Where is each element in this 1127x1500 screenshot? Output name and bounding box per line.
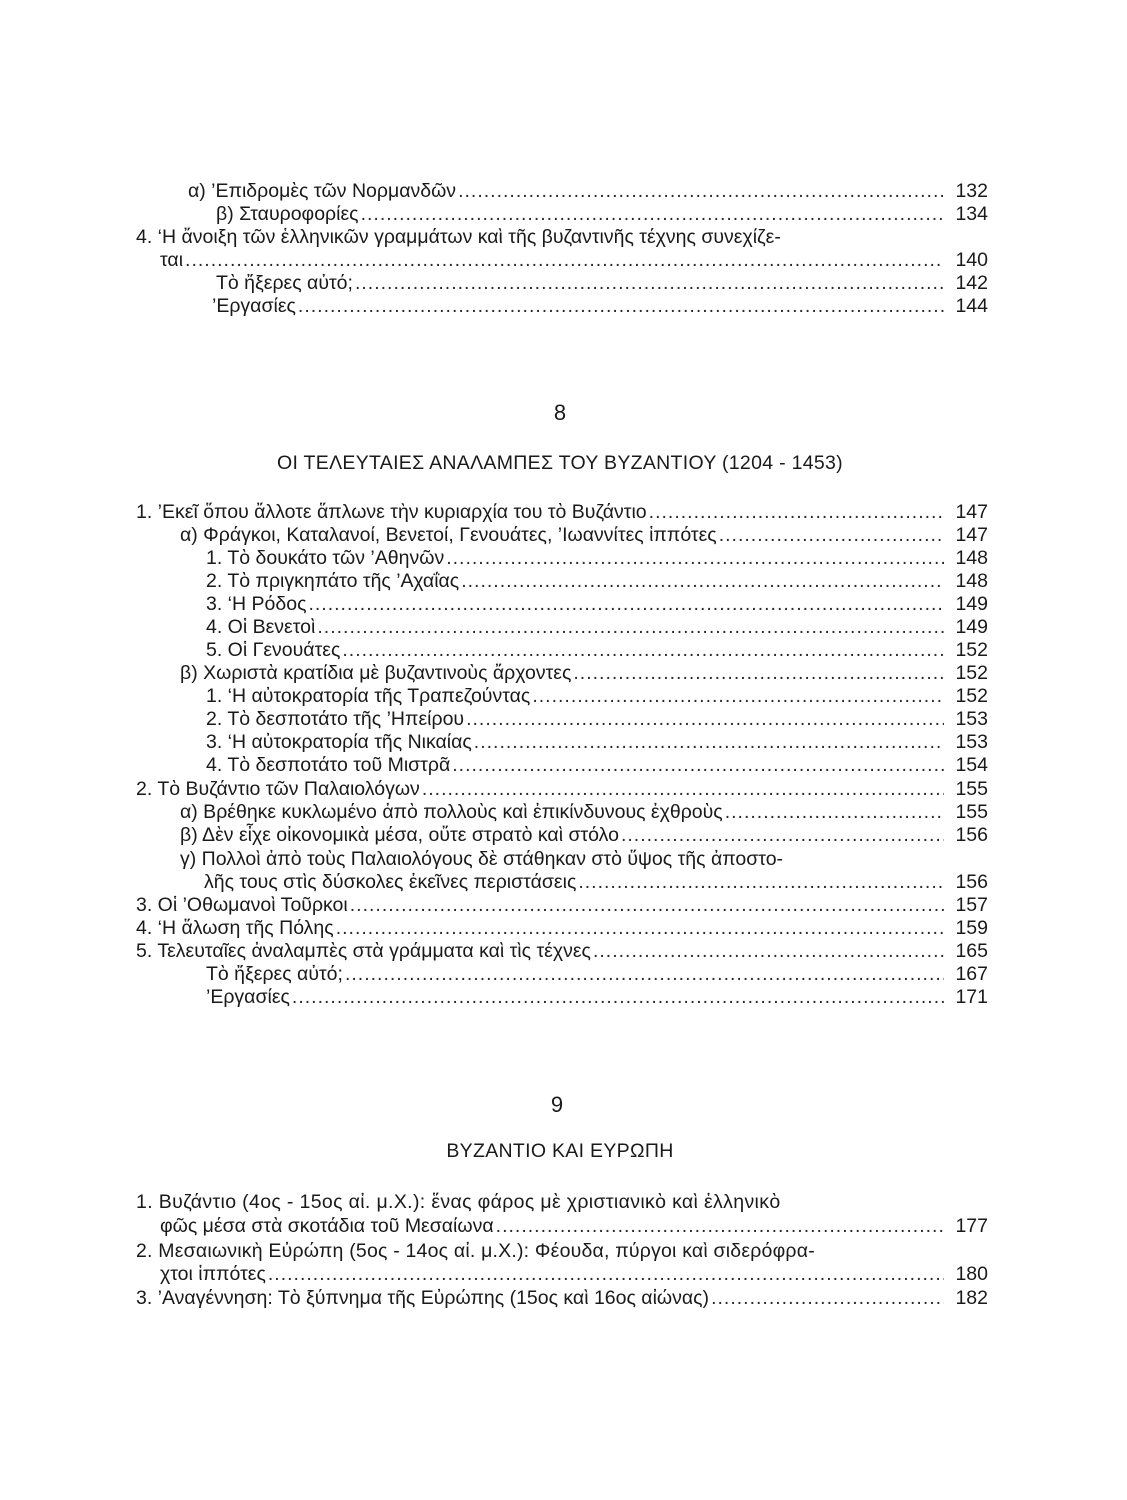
toc-entry (136, 501, 988, 524)
toc-entry-page: 142 (955, 272, 988, 294)
toc-entry-page: 148 (955, 570, 988, 592)
toc-entry-page: 167 (955, 963, 988, 985)
leader-dots (355, 272, 944, 295)
leader-dots (725, 801, 944, 824)
toc-entry-page: 182 (955, 1287, 988, 1309)
toc-entry-text: 3. ‘Η Ρόδος (206, 593, 307, 615)
toc-entry (212, 295, 988, 318)
toc-entry (206, 616, 988, 639)
leader-dots (422, 778, 944, 801)
toc-entry (160, 1263, 988, 1286)
toc-entry-page: 157 (955, 894, 988, 916)
toc-entry-text: 1. Τὸ δουκάτο τῶν ’Αθηνῶν (206, 547, 445, 569)
toc-entry-text: α) ’Επιδρομὲς τῶν Νορμανδῶν (188, 180, 457, 202)
toc-entry (180, 801, 988, 824)
toc-entry (136, 894, 988, 917)
chapter-title: ΟΙ ΤΕΛΕΥΤΑΙΕΣ ΑΝΑΛΑΜΠΕΣ ΤΟΥ ΒΥΖΑΝΤΙΟΥ (1204 - 1453) (277, 452, 843, 474)
toc-entry-text: 2. Τὸ πριγκηπάτο τῆς ’Αχαΐας (206, 570, 460, 592)
toc-entry (216, 203, 988, 226)
toc-entry-text: 5. Οἱ Γενουάτες (206, 639, 341, 661)
toc-entry-text: α) Βρέθηκε κυκλωμένο ἀπὸ πολλοὺς καὶ ἐπικίνδυνους ἐχθροὺς (180, 801, 723, 823)
toc-entry (206, 986, 988, 1009)
leader-dots (532, 685, 944, 708)
toc-entry (206, 731, 988, 754)
leader-dots (185, 249, 944, 272)
toc-entry-page: 147 (955, 501, 988, 523)
toc-entry-text: 3. ’Αναγέννηση: Τὸ ξύπνημα τῆς Εὐρώπης (15ος καὶ 16ος αἰώνας) (136, 1287, 710, 1309)
toc-entry (206, 593, 988, 616)
toc-entry-page: 156 (955, 824, 988, 846)
toc-entry-text: φῶς μέσα στὰ σκοτάδια τοῦ Μεσαίωνα (160, 1215, 494, 1237)
leader-dots (458, 180, 944, 203)
leader-dots (361, 203, 944, 226)
toc-entry (136, 917, 988, 940)
toc-entry-text: 4. ‘Η ἅλωση τῆς Πόλης (136, 917, 334, 939)
leader-dots (649, 501, 944, 524)
toc-entry-text: β) Σταυροφορίες (216, 203, 359, 225)
leader-dots (573, 662, 944, 685)
toc-entry-page: 152 (955, 662, 988, 684)
toc-entry (136, 778, 988, 801)
toc-entry-page: 153 (955, 731, 988, 753)
toc-entry-page: 134 (955, 203, 988, 225)
toc-entry-page: 155 (955, 801, 988, 823)
toc-entry-page: 165 (955, 940, 988, 962)
toc-entry-text: χτοι ἱππότες (160, 1263, 266, 1285)
leader-dots (711, 1287, 944, 1310)
chapter-number: 9 (550, 1092, 564, 1117)
toc-entry-page: 155 (955, 778, 988, 800)
leader-dots (342, 639, 944, 662)
toc-entry-text: β) Δὲν εἶχε οἰκονομικὰ μέσα, οὔτε στρατὸ καὶ στόλο (180, 824, 619, 846)
leader-dots (268, 1263, 944, 1286)
toc-entry-text: ’Εργασίες (206, 986, 290, 1008)
toc-entry (206, 570, 988, 593)
chapter-number: 8 (553, 400, 567, 425)
toc-entry (136, 1287, 988, 1310)
leader-dots (336, 917, 944, 940)
toc-entry-text: ται (160, 249, 184, 271)
leader-dots (474, 731, 944, 754)
toc-entry (160, 1215, 988, 1238)
toc-entry-text: 3. ‘Η αὐτοκρατορία τῆς Νικαίας (206, 731, 472, 753)
toc-entry-page: 149 (955, 616, 988, 638)
toc-entry-page: 171 (955, 986, 988, 1008)
toc-entry-text: ’Εργασίες (212, 295, 296, 317)
leader-dots (350, 894, 944, 917)
leader-dots (446, 547, 944, 570)
toc-entry (216, 272, 988, 295)
toc-entry-text: 1. ’Εκεῖ ὅπου ἄλλοτε ἅπλωνε τὴν κυριαρχία του τὸ Βυζάντιο (136, 501, 647, 523)
toc-entry-text: 5. Τελευταῖες ἀναλαμπὲς στὰ γράμματα καὶ τὶς τέχνες (136, 940, 591, 962)
toc-entry (180, 848, 988, 871)
toc-entry-text: γ) Πολλοὶ ἀπὸ τοὺς Παλαιολόγους δὲ στάθηκαν στὸ ὕψος τῆς ἀποστο- (180, 848, 784, 870)
leader-dots (496, 1215, 944, 1238)
leader-dots (298, 295, 944, 318)
toc-entry-page: 180 (955, 1263, 988, 1285)
leader-dots (466, 708, 944, 731)
leader-dots (621, 824, 944, 847)
toc-entry-text: 2. Τὸ δεσποτάτο τῆς ’Ηπείρου (206, 708, 465, 730)
leader-dots (719, 524, 944, 547)
toc-entry-text: λῆς τους στὶς δύσκολες ἐκεῖνες περιστάσεις (204, 871, 577, 893)
leader-dots (593, 940, 944, 963)
toc-entry-text: α) Φράγκοι, Καταλανοί, Βενετοί, Γενουάτες, ’Ιωαννίτες ἱππότες (180, 524, 717, 546)
toc-entry (136, 940, 988, 963)
toc-entry-page: 140 (955, 249, 988, 271)
toc-entry-text: 1. ‘Η αὐτοκρατορία τῆς Τραπεζούντας (206, 685, 531, 707)
toc-entry (188, 180, 988, 203)
toc-entry (206, 547, 988, 570)
toc-entry-page: 152 (955, 685, 988, 707)
toc-entry (180, 662, 988, 685)
toc-entry-page: 147 (955, 524, 988, 546)
leader-dots (461, 570, 944, 593)
toc-entry-page: 177 (955, 1215, 988, 1237)
leader-dots (345, 963, 944, 986)
toc-entry-page: 132 (955, 180, 988, 202)
chapter-title: ΒΥΖΑΝΤΙΟ ΚΑΙ ΕΥΡΩΠΗ (446, 1140, 674, 1162)
toc-entry-text: 4. Τὸ δεσποτάτο τοῦ Μιστρᾶ (206, 754, 451, 776)
toc-entry-page: 156 (955, 871, 988, 893)
leader-dots (452, 754, 944, 777)
toc-entry-text: 2. Μεσαιωνικὴ Εὐρώπη (5ος - 14ος αἰ. μ.Χ.): Φέουδα, πύργοι καὶ σιδερόφρα- (136, 1240, 815, 1262)
toc-entry (206, 708, 988, 731)
toc-entry-text: 2. Τὸ Βυζάντιο τῶν Παλαιολόγων (136, 778, 420, 800)
toc-entry (204, 871, 988, 894)
toc-entry-text: Τὸ ἤξερες αὐτό; (206, 963, 343, 985)
toc-entry-text: 4. Οἱ Βενετοὶ (206, 616, 316, 638)
leader-dots (292, 986, 944, 1009)
toc-entry-page: 144 (955, 295, 988, 317)
toc-entry-page: 148 (955, 547, 988, 569)
toc-entry-page: 154 (955, 754, 988, 776)
toc-entry (206, 685, 988, 708)
toc-entry-text: β) Χωριστὰ κρατίδια μὲ βυζαντινοὺς ἄρχοντες (180, 662, 572, 684)
leader-dots (317, 616, 944, 639)
toc-entry (206, 754, 988, 777)
toc-entry (206, 639, 988, 662)
toc-entry-text: Τὸ ἤξερες αὐτό; (216, 272, 353, 294)
toc-entry (180, 524, 988, 547)
toc-entry-page: 149 (955, 593, 988, 615)
leader-dots (308, 593, 944, 616)
toc-entry-page: 153 (955, 708, 988, 730)
toc-entry-text: 1. Βυζάντιο (4ος - 15ος αἰ. μ.Χ.): ἕνας φάρος μὲ χριστιανικὸ καὶ ἑλληνικὸ (136, 1191, 781, 1213)
toc-entry (160, 249, 988, 272)
toc-entry-text: 4. ‘Η ἄνοιξη τῶν ἑλληνικῶν γραμμάτων καὶ τῆς βυζαντινῆς τέχνης συνεχίζε- (136, 226, 781, 248)
toc-entry-page: 159 (955, 917, 988, 939)
leader-dots (578, 871, 944, 894)
toc-entry (206, 963, 988, 986)
toc-entry-page: 152 (955, 639, 988, 661)
toc-entry-text: 3. Οἱ ’Οθωμανοὶ Τοῦρκοι (136, 894, 348, 916)
toc-entry (180, 824, 988, 847)
